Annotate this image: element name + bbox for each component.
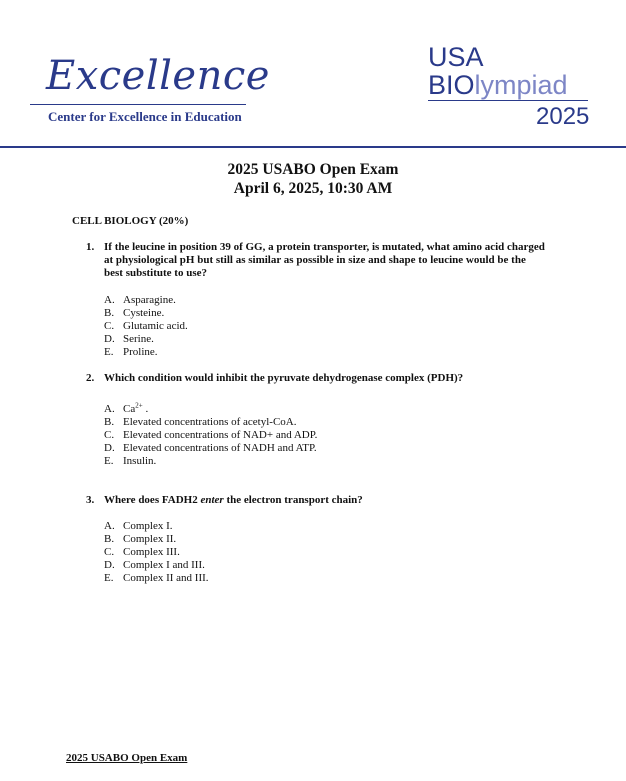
biolympiad-logo — [428, 70, 568, 100]
option-e: E. Complex II and III. — [104, 572, 209, 584]
option-c: C. Complex III. — [104, 546, 180, 558]
question-number: 1. — [86, 241, 95, 253]
option-b: B. Cysteine. — [104, 307, 165, 319]
header-divider — [0, 146, 626, 148]
question-number: 2. — [86, 372, 95, 384]
page-footer: 2025 USABO Open Exam — [66, 752, 188, 764]
excellence-logo-rule — [30, 104, 246, 105]
exam-title — [0, 160, 626, 198]
section-title: CELL BIOLOGY (20%) — [72, 215, 189, 227]
lympiad-logo-text: lympiad — [474, 70, 568, 100]
option-b: B. Complex II. — [104, 533, 177, 545]
option-a: A. Asparagine. — [104, 294, 176, 306]
option-a: A. Complex I. — [104, 520, 173, 532]
olympiad-year: 2025 — [536, 103, 590, 130]
option-e: E. Proline. — [104, 346, 158, 358]
question-2-options — [104, 403, 317, 468]
option-e: E. Insulin. — [104, 455, 157, 467]
question-text: If the leucine in position 39 of GG, a protein transporter, is mutated, what amino acid charged at physiological pH but still as similar as possible in size and shape to leucine would be the best substitute to use? — [104, 241, 545, 279]
excellence-subtitle: Center for Excellence in Education — [48, 109, 242, 124]
option-b: B. Elevated concentrations of acetyl-CoA. — [104, 416, 297, 428]
option-d: D. Elevated concentrations of NADH and ATP. — [104, 442, 317, 454]
question-number: 3. — [86, 494, 95, 506]
question-text: Where does FADH2 enter the electron transport chain? — [104, 494, 363, 506]
usa-logo-text: USA — [428, 42, 484, 72]
exam-title-line1: 2025 USABO Open Exam — [227, 161, 399, 178]
option-a: A. $Ca^{2+}$ . — [104, 401, 149, 415]
option-c: C. Elevated concentrations of NAD+ and ADP. — [104, 429, 318, 441]
question-3 — [86, 494, 546, 507]
question-2 — [86, 372, 546, 385]
excellence-logo: Excellence — [46, 53, 270, 99]
exam-title-line2: April 6, 2025, 10:30 AM — [233, 180, 393, 197]
option-c: C. Glutamic acid. — [104, 320, 188, 332]
question-text: Which condition would inhibit the pyruvate dehydrogenase complex (PDH)? — [104, 372, 464, 384]
bio-logo-text: BIO — [428, 70, 475, 100]
page-header — [0, 0, 626, 150]
question-1-options — [104, 294, 188, 359]
biolympiad-logo-rule — [428, 100, 588, 101]
question-3-options — [104, 520, 209, 585]
option-d: D. Complex I and III. — [104, 559, 205, 571]
emphasized-word: enter — [200, 494, 224, 506]
question-1 — [86, 241, 546, 280]
option-d: D. Serine. — [104, 333, 154, 345]
